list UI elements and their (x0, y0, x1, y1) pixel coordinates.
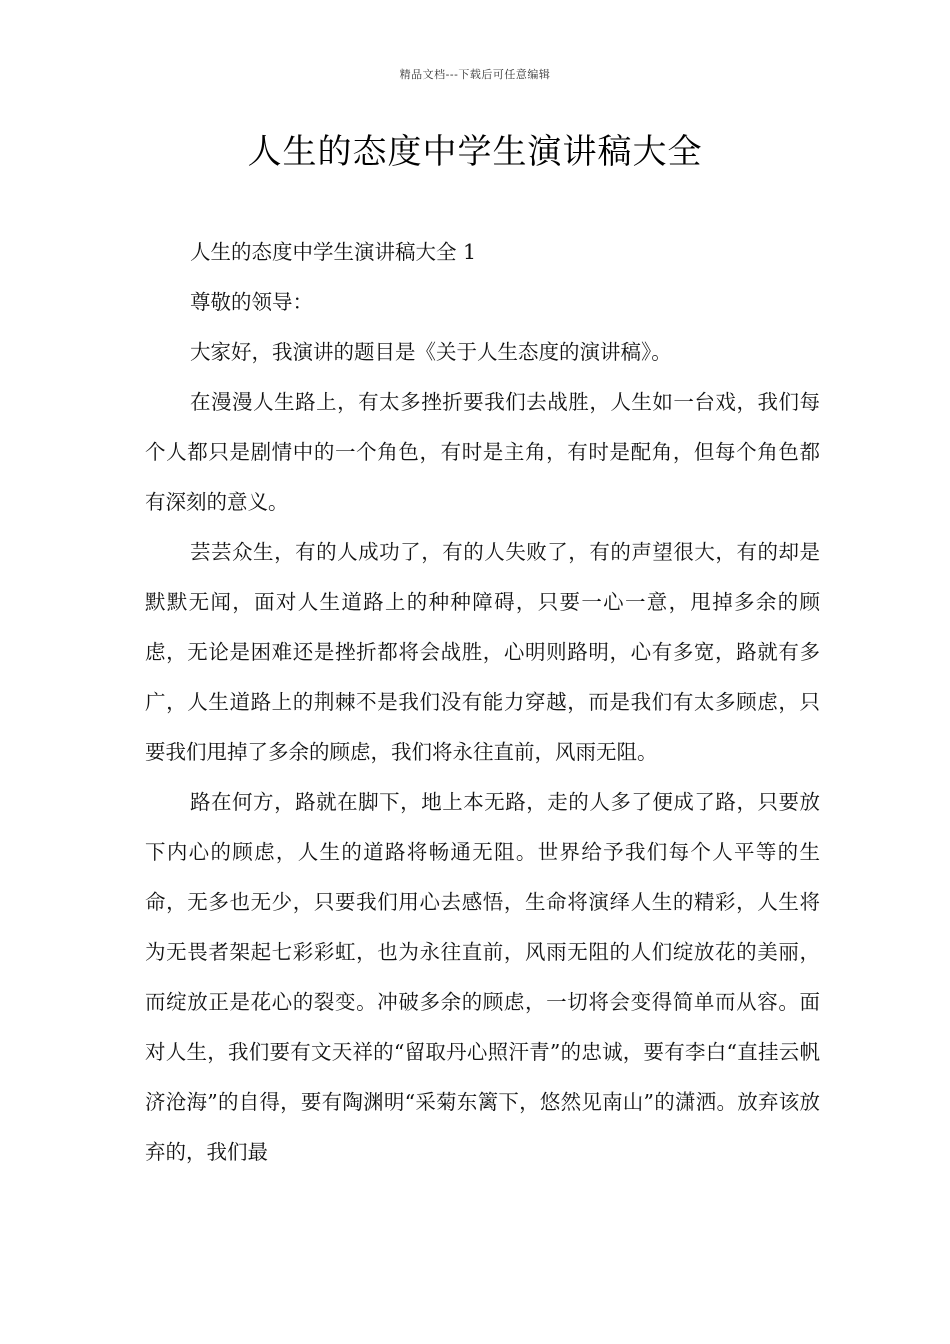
page-header: 精品文档---下载后可任意编辑 (399, 68, 551, 81)
document-body (145, 227, 820, 1177)
paragraph: 路在何方，路就在脚下，地上本无路，走的人多了便成了路，只要放下内心的顾虑，人生的道路将畅通无阻。世界给予我们每个人平等的生命，无多也无少，只要我们用心去感悟，生命将演绎人生的精彩，人生将为无畏者架起七彩彩虹，也为永往直前，风雨无阻的人们绽放花的美丽，而绽放正是花心的裂变。冲破多余的顾虑，一切将会变得简单而从容。面对人生，我们要有文天祥的“留取丹心照汗青”的忠诚，要有李白“直挂云帆济沧海”的自得，要有陶渊明“采菊东篱下，悠然见南山”的潇洒。放弃该放弃的，我们最 (145, 790, 820, 1164)
document-title: 人生的态度中学生演讲稿大全 (247, 132, 703, 172)
paragraph-heading: 人生的态度中学生演讲稿大全 1 (190, 240, 477, 264)
paragraph-salutation: 尊敬的领导： (190, 290, 313, 314)
paragraph: 在漫漫人生路上，有太多挫折要我们去战胜，人生如一台戏，我们每个人都只是剧情中的一个角色，有时是主角，有时是配角，但每个角色都有深刻的意义。 (145, 390, 820, 514)
paragraph: 芸芸众生，有的人成功了，有的人失败了，有的声望很大，有的却是默默无闻，面对人生道路上的种种障碍，只要一心一意，甩掉多余的顾虑，无论是困难还是挫折都将会战胜，心明则路明，心有多宽，路就有多广，人生道路上的荆棘不是我们没有能力穿越，而是我们有太多顾虑，只要我们甩掉了多余的顾虑，我们将永往直前，风雨无阻。 (145, 540, 820, 764)
paragraph-greeting: 大家好，我演讲的题目是《关于人生态度的演讲稿》。 (190, 340, 672, 364)
